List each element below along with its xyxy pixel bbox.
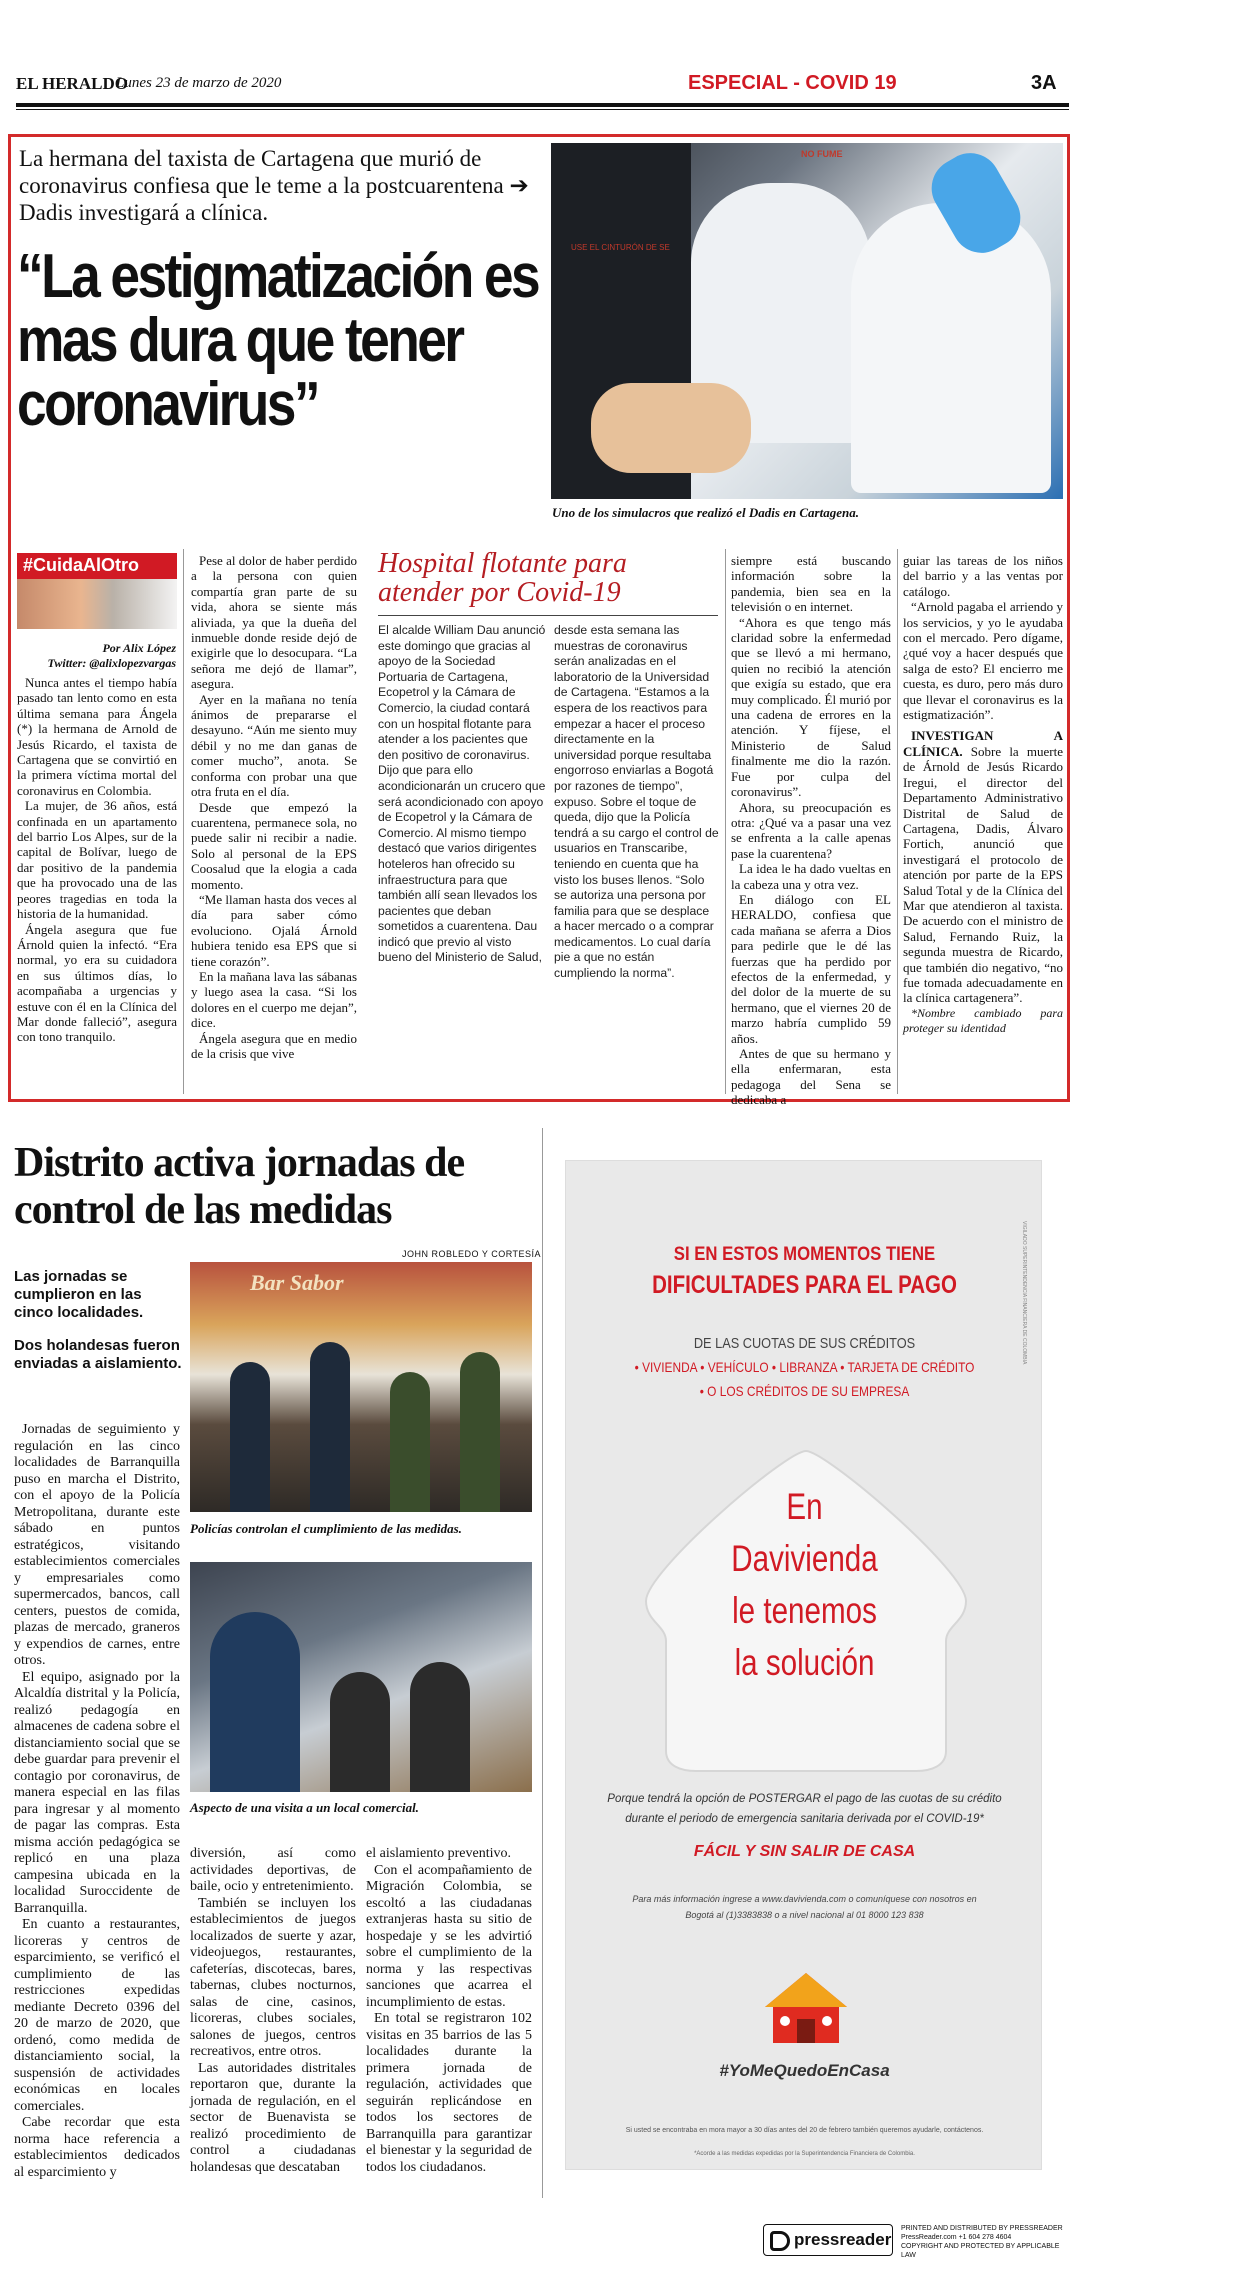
pressreader-icon: [770, 2231, 790, 2251]
paragraph: siempre está buscando información sobre la pandemia, bien sea en la televisión o en internet.: [731, 553, 891, 615]
column-divider: [897, 549, 898, 1094]
notice-line: PRINTED AND DISTRIBUTED BY PRESSREADER: [901, 2225, 1063, 2232]
paragraph: El equipo, asignado por la Alcaldía distrital y la Policía, realizó pedagogía en almacenes de cadena sobre el distanciamiento social que se debe guardar para prevenir el contagio por coronavirus, de manera especial en las filas para ingresar y al momento de pagar las compras. Esta misma acción pedagógica se replicó en una plaza campesina ubicada en la localidad Suroccidente de Barranquilla.: [14, 1669, 180, 1916]
police-figure: [390, 1372, 430, 1512]
pressreader-logo[interactable]: [763, 2224, 893, 2256]
page-header: [16, 74, 1066, 104]
photo-sign-seatbelt: USE EL CINTURÓN DE SE: [571, 243, 670, 252]
paragraph: Con el acompañamiento de Migración Colombia, se escoltó a las ciudadanas extranjeras hasta su sitio de hospedaje y se les advirtió sobre el cumplimiento de la norma y las respectivas sanciones que acarrea el incumplimiento de estas.: [366, 1862, 532, 2010]
paragraph: Las autoridades distritales reportaron que, durante la jornada de regulación, en el sector de Buenavista se realizó procedimiento de control a ciudadanas holandesas que descataban: [190, 2060, 356, 2175]
paragraph: “Ahora es que tengo más claridad sobre la enfermedad que se llevó a mi hermano, quien no recibió la atención que exigía su estado, que era muy complicado. Él murió por una cadena de errores en la atención. Y fíjese, el Ministerio de Salud finalmente me dio la razón. Fue por culpa del coronavirus”.: [731, 614, 891, 800]
story-column-6: [903, 553, 1063, 1037]
sidebar-column-1: El alcalde William Dau anunció este domingo que gracias al apoyo de la Sociedad Portuaria de Cartagena, Ecopetrol y la Cámara de Comercio, la ciudad contará con un hospital flotante para atender a los pacientes que den positivo de coronavirus. Dijo que para ello acondicionarán un crucero que será acondicionado con apoyo de Ecopetrol y la Cámara de Comercio. Al mismo tiempo destacó que varios dirigentes hoteleros han ofrecido su infraestructura para que también allí sean llevados los pacientes que deban sometidos a cuarentena. Dau indicó que previo al visto bueno del Ministerio de Salud,: [378, 623, 546, 965]
header-rule-thick: [16, 103, 1069, 107]
bottom-headline: Distrito activa jornadas de control de las medidas: [14, 1140, 465, 1233]
paragraph: La idea le ha dado vueltas en la cabeza una y otra vez.: [731, 861, 891, 892]
page-number: 3A: [1031, 72, 1057, 94]
ad-line-4: • VIVIENDA • VEHÍCULO • LIBRANZA • TARJETA DE CRÉDITO: [634, 1359, 975, 1375]
photo-credit: JOHN ROBLEDO Y CORTESÍA: [402, 1249, 542, 1259]
paragraph: Ahora, su preocupación es otra: ¿Qué va a pasar una vez se enfrenta a la calle apenas pase la cuarentena?: [731, 799, 891, 861]
paragraph: “Me llaman hasta dos veces al día para saber cómo evoluciono. Ojalá Árnold hubiera tenido esa EPS que si tiene corazón”.: [191, 891, 357, 969]
person-figure: [410, 1662, 470, 1792]
story-column-2: [191, 553, 357, 1061]
paragraph: Ayer en la mañana no tenía ánimos de prepararse el desayuno. “Aún me siento muy débil y no me dan ganas de comer mucho”, anota. Se conforma con probar una que otra fruta en el día.: [191, 691, 357, 800]
paragraph: Desde que empezó la cuarentena, permanece sola, no puede salir ni recibir a nadie. Solo al personal de la EPS Coosalud que la elogia a cada momento.: [191, 799, 357, 892]
health-worker-figure: [851, 203, 1051, 493]
ad-line-5: • O LOS CRÉDITOS DE SU EMPRESA: [699, 1383, 910, 1399]
person-figure: [230, 1362, 270, 1512]
header-rule-thin: [16, 109, 1069, 110]
bottom-column-3: [366, 1846, 532, 2176]
section-title: ESPECIAL - COVID 19: [688, 72, 897, 94]
person-figure: [330, 1672, 390, 1792]
byline-author: Por Alix López: [102, 641, 176, 655]
paragraph: Ángela asegura que fue Árnold quien la infectó. “Era normal, yo era su cuidadora en sus últimos días, lo acompañaba a urgencias y estuve con él en la Clínica del Mar donde falleció”, asegura con tono tranquilo.: [17, 921, 177, 1045]
pressreader-notice: [901, 2224, 1063, 2260]
deck-1: Las jornadas se cumplieron en las cinco localidades.: [14, 1268, 144, 1321]
paragraph: Nunca antes el tiempo había pasado tan lento como en esta última semana para Ángela (*) la hermana de Arnold de Jesús Ricardo, el taxista de Cartagena que se convirtió en la primera víctima mortal del coronavirus en Colombia.: [17, 675, 177, 798]
paragraph: En diálogo con EL HERALDO, confiesa que cada mañana se aferra a Dios para pedirle que le dé las fuerzas que ha perdido por efectos de la enfermedad, y del dolor de la muerte de su hermano, que el viernes 20 de marzo habría cumplido 59 años.: [731, 891, 891, 1046]
slogan-line: Davivienda: [731, 1538, 878, 1579]
section-divider: [542, 1128, 543, 2198]
bottom-column-2: [190, 1846, 356, 2176]
paragraph: Antes de que su hermano y ella enfermaran, esta pedagoga del Sena se dedicaba a: [731, 1046, 891, 1108]
paragraph: Pese al dolor de haber perdido a la persona con quien compartía gran parte de su vida, ahora se siente más aliviada, ya que la dueña del inmueble donde reside dejó de exigirle que lo desocupara. “La señora me dejó de llamar”, asegura.: [191, 553, 357, 692]
slogan-line: la solución: [734, 1642, 875, 1683]
paragraph: diversión, así como actividades deportivas, de baile, ocio y entretenimiento.: [190, 1846, 356, 1894]
hashtag-badge: #CuidaAlOtro: [17, 553, 177, 579]
paragraph: Cabe recordar que esta norma hace referencia a establecimientos dedicados al esparcimiento y: [14, 2115, 180, 2180]
police-photo: [190, 1262, 532, 1512]
story-column-5: [731, 553, 891, 1108]
paragraph: En la mañana lava las sábanas y luego asea la casa. “Si los dolores en el cuerpo me dejan”, dice.: [191, 968, 357, 1031]
column-divider: [725, 549, 726, 1094]
ad-hashtag: #YoMeQuedoEnCasa: [719, 2061, 890, 2080]
bottom-column-1: [14, 1422, 180, 2181]
notice-line: PressReader.com +1 604 278 4604: [901, 2234, 1012, 2241]
slogan-line: le tenemos: [732, 1590, 877, 1631]
davivienda-ad[interactable]: [565, 1160, 1042, 2170]
ad-cta: FÁCIL Y SIN SALIR DE CASA: [693, 1843, 916, 1860]
ad-contact-info[interactable]: Para más información ingrese a www.davivienda.com o comuníquese con nosotros en Bogotá al (1)3383838 o a nivel nacional al 01 8000 123 838: [632, 1894, 977, 1920]
ad-line-2: DIFICULTADES PARA EL PAGO: [652, 1271, 957, 1299]
byline: [21, 641, 176, 671]
photo-caption-2: Aspecto de una visita a un local comercial.: [190, 1800, 419, 1815]
paragraph: En total se registraron 102 visitas en 35 barrios de las 5 localidades durante la primera jornada de regulación, actividades que seguirán replicándose en todos los sectores de Barranquilla para garantizar el bienestar y la seguridad de todos los ciudadanos.: [366, 2011, 532, 2175]
subhead-investigan: INVESTIGAN A CLÍNICA.: [903, 728, 1063, 759]
story-column-1: [17, 675, 177, 1045]
photo-bar-sign: Bar Sabor: [250, 1270, 344, 1295]
paragraph: el aislamiento preventivo.: [366, 1846, 512, 1861]
person-figure: [310, 1342, 350, 1512]
davivienda-house-logo-icon: [761, 1969, 851, 2049]
story-photo: [551, 143, 1063, 499]
sidebar-headline: Hospital flotante para atender por Covid-19: [378, 548, 627, 608]
paragraph: [903, 728, 1063, 1005]
photo-caption: Uno de los simulacros que realizó el Dadis en Cartagena.: [552, 505, 859, 520]
issue-date: Lunes 23 de marzo de 2020: [116, 75, 282, 91]
name-change-note: *Nombre cambiado para proteger su identidad: [903, 1005, 1063, 1036]
police-figure: [460, 1352, 500, 1512]
paragraph: guiar las tareas de los niños del barrio y a las ventas por catálogo.: [903, 553, 1063, 599]
notice-line: COPYRIGHT AND PROTECTED BY APPLICABLE LAW: [901, 2243, 1060, 2259]
pressreader-name: pressreader: [794, 2230, 892, 2249]
byline-twitter: Twitter: @alixlopezvargas: [47, 656, 176, 670]
top-story-box: [8, 134, 1070, 1108]
ad-slogan: [614, 1481, 996, 1689]
paragraph: Jornadas de seguimiento y regulación en las cinco localidades de Barranquilla puso en marcha el Distrito, con el apoyo de la Policía Metropolitana, durante este sábado en puntos estratégicos, visitando establecimientos comerciales y empresariales como supermercados, bancos, call centers, puestos de comida, plazas de mercado, graneros y expendios de carnes, entre otros.: [14, 1422, 180, 1668]
sidebar-rule: [378, 615, 718, 616]
paragraph: En cuanto a restaurantes, licoreras y centros de esparcimiento, se verificó el cumplimiento de las restricciones expedidas mediante Decreto 0396 del 20 de marzo de 2020, que ordenó, como medida de distanciamiento social, la suspensión de actividades económicas en locales comerciales.: [14, 1917, 180, 2114]
ad-vertical-note: VIGILADO SUPERINTENDENCIA FINANCIERA DE COLOMBIA: [1021, 1221, 1027, 1365]
ad-line-3: DE LAS CUOTAS DE SUS CRÉDITOS: [693, 1335, 916, 1352]
ad-fine-print-1: Si usted se encontraba en mora mayor a 30 días antes del 20 de febrero también queremos ayudarle, contáctenos.: [625, 2127, 984, 2134]
ad-line-1: SI EN ESTOS MOMENTOS TIENE: [673, 1244, 936, 1265]
paragraph: La mujer, de 36 años, está confinada en un apartamento del barrio Los Alpes, sur de la capital de Bolívar, luego de dar positivo de la pandemia que ha provocado una de las peores tragedias en toda la historia de la humanidad.: [17, 798, 177, 922]
commerce-photo: [190, 1562, 532, 1792]
story-kicker: La hermana del taxista de Cartagena que murió de coronavirus confiesa que le teme a la postcuarentena ➔ Dadis investigará a clínica.: [19, 146, 529, 225]
photo-caption-1: Policías controlan el cumplimiento de las medidas.: [190, 1521, 462, 1536]
story-headline: “La estigmatización es mas dura que tener coronavirus”: [17, 242, 539, 439]
sidebar-column-2: desde esta semana las muestras de coronavirus serán analizadas en el laboratorio de la Universidad de Cartagena. “Estamos a la espera de los reactivos para empezar a hacer el proceso directamente en la universidad porque resultaba engorroso enviarlas a Bogotá por razones de tiempo”, expuso. Sobre el toque de queda, dijo que la Policía tendrá a su cargo el control de usuarios en Transcaribe, teniendo en cuenta que ha visto los buses llenos. “Solo se autoriza una persona por familia para que se desplace a hacer mercado o a comprar medicamentos. Lo cual daría pie a que no están cumpliendo la norma”.: [554, 623, 719, 981]
newspaper-name: EL HERALDO: [16, 74, 128, 93]
slogan-line: En: [786, 1486, 823, 1527]
elbow-bump-image: [17, 579, 177, 629]
column-divider: [183, 549, 184, 1094]
paragraph: “Arnold pagaba el arriendo y los servicios, y yo le ayudaba con el mercado. Pero dígame, ¿qué voy a hacer después que salga de esto? El encierro me cuesta, es duro, pero más duro que llevar el coronavirus es la estigmatización”.: [903, 599, 1063, 723]
subhead-body: Sobre la muerte de Árnold de Jesús Ricardo Iregui, el director del Departamento Administrativo Distrital de Salud de Cartagena, Dadis, Álvaro Fortich, anunció que investigará el protocolo de atención por parte de la EPS Salud Total y de la Clínica del Mar que atendieron al taxista. De acuerdo con el ministro de Salud, Fernando Ruiz, la segunda muestra de Ricardo, que también dio negativo, “no fue tomada adecuadamente en la clínica cartagenera”.: [903, 743, 1063, 1006]
ad-body: Porque tendrá la opción de POSTERGAR el pago de las cuotas de su crédito durante el periodo de emergencia sanitaria derivada por el COVID-19*: [607, 1793, 1002, 1825]
patient-figure: [591, 383, 751, 473]
paragraph: También se incluyen los establecimientos de juegos localizados de suerte y azar, videojuegos, restaurantes, cafeterías, discotecas, bares, tabernas, clubes nocturnos, salas de cine, casinos, licoreras, clubes sociales, salones de juegos, centros recreativos, entre otros.: [190, 1895, 356, 2059]
paragraph: Ángela asegura que en medio de la crisis que vive: [191, 1030, 357, 1061]
ad-fine-print-2: *Acorde a las medidas expedidas por la Superintendencia Financiera de Colombia.: [694, 2151, 915, 2157]
photo-sign-nofume: NO FUME: [801, 149, 843, 159]
pressreader-footer[interactable]: [763, 2224, 1063, 2259]
deck-2: Dos holandesas fueron enviadas a aislamiento.: [14, 1337, 182, 1372]
officer-figure: [210, 1612, 300, 1792]
